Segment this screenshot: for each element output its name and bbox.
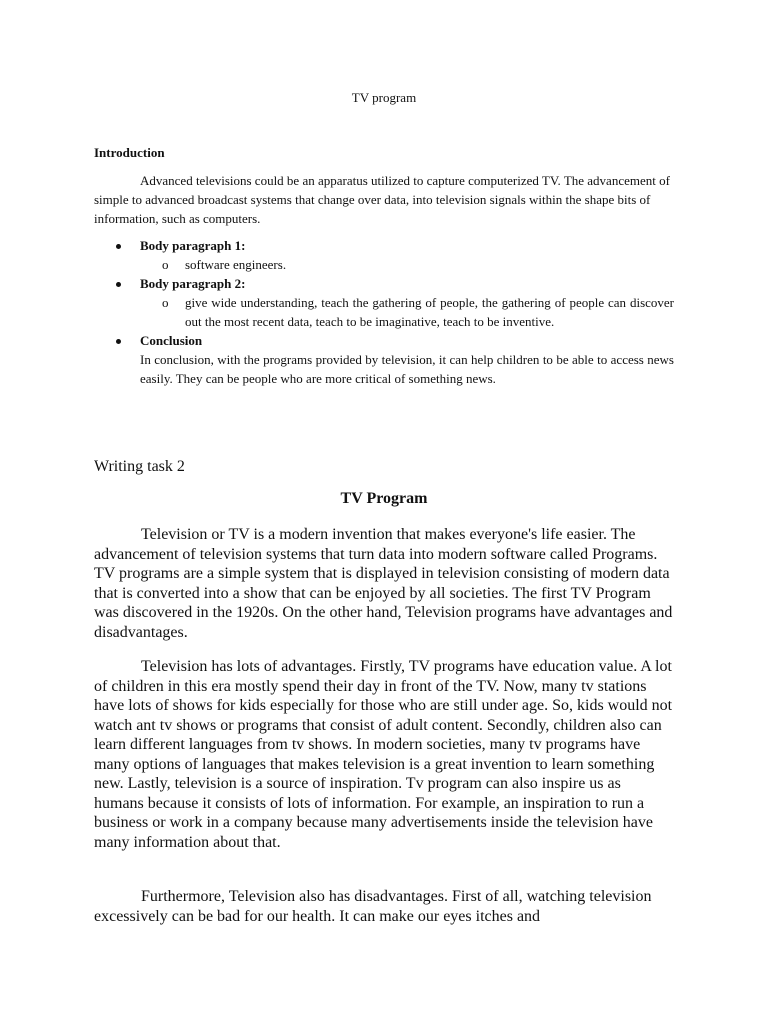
outline-subitem <box>140 255 674 274</box>
writing-task-heading: Writing task 2 <box>94 458 185 475</box>
outline-subitem-text: software engineers. <box>185 257 287 272</box>
introduction-text: Advanced televisions could be an apparatus utilized to capture computerized TV. The advancement of simple to advanced broadcast systems that change over data, into television signals within the shape bits of information, such as computers. <box>94 173 670 226</box>
essay-paragraph-3: Furthermore, Television also has disadvantages. First of all, watching television excessively can be bad for our health. It can make our eyes itches and <box>94 888 652 925</box>
outline-subitem-text: give wide understanding, teach the gathering of people, the gathering of people can discover out the most recent data, teach to be imaginative, teach to be inventive. <box>185 295 674 329</box>
essay-paragraph-2: Television has lots of advantages. Firstly, TV programs have education value. A lot of children in this era mostly spend their day in front of the TV. Now, many tv stations have lots of shows for kids especially for those who are still under age. So, kids would not watch ant tv shows or programs that consist of adult content. Secondly, children also can learn different languages from tv shows. In modern societies, many tv programs have many options of languages that makes television is a great invention to learn something new. Lastly, television is a source of inspiration. Tv program can also inspire us as humans because it consists of lots of information. For example, an inspiration to run a business or work in a company because many advertisements inside the television have many information about that. <box>94 658 673 851</box>
bullet-icon <box>116 244 121 249</box>
outline-subitem <box>140 293 674 331</box>
bullet-icon <box>116 339 121 344</box>
outline-label: Body paragraph 2: <box>140 276 246 291</box>
outline-label: Body paragraph 1: <box>140 238 246 253</box>
conclusion-text: In conclusion, with the programs provided by television, it can help children to be able to access news easily. They can be people who are more critical of something news. <box>140 352 674 386</box>
circle-bullet-icon: o <box>162 257 169 272</box>
outline-list <box>94 236 674 388</box>
circle-bullet-icon: o <box>162 295 169 310</box>
essay-title: TV Program <box>340 490 428 507</box>
bullet-icon <box>116 282 121 287</box>
outline-item-body-1 <box>94 236 674 274</box>
document-title: TV program <box>351 90 417 105</box>
introduction-heading: Introduction <box>94 145 165 160</box>
outline-item-body-2 <box>94 274 674 331</box>
essay-paragraph-1: Television or TV is a modern invention that makes everyone's life easier. The advancement of television systems that turn data into modern software called Programs. TV programs are a simple system that is displayed in television consisting of modern data that is converted into a show that can be enjoyed by all societies. The first TV Program was discovered in the 1920s. On the other hand, Television programs have advantages and disadvantages. <box>94 526 673 641</box>
outline-label: Conclusion <box>140 333 203 348</box>
outline-item-conclusion <box>94 331 674 388</box>
